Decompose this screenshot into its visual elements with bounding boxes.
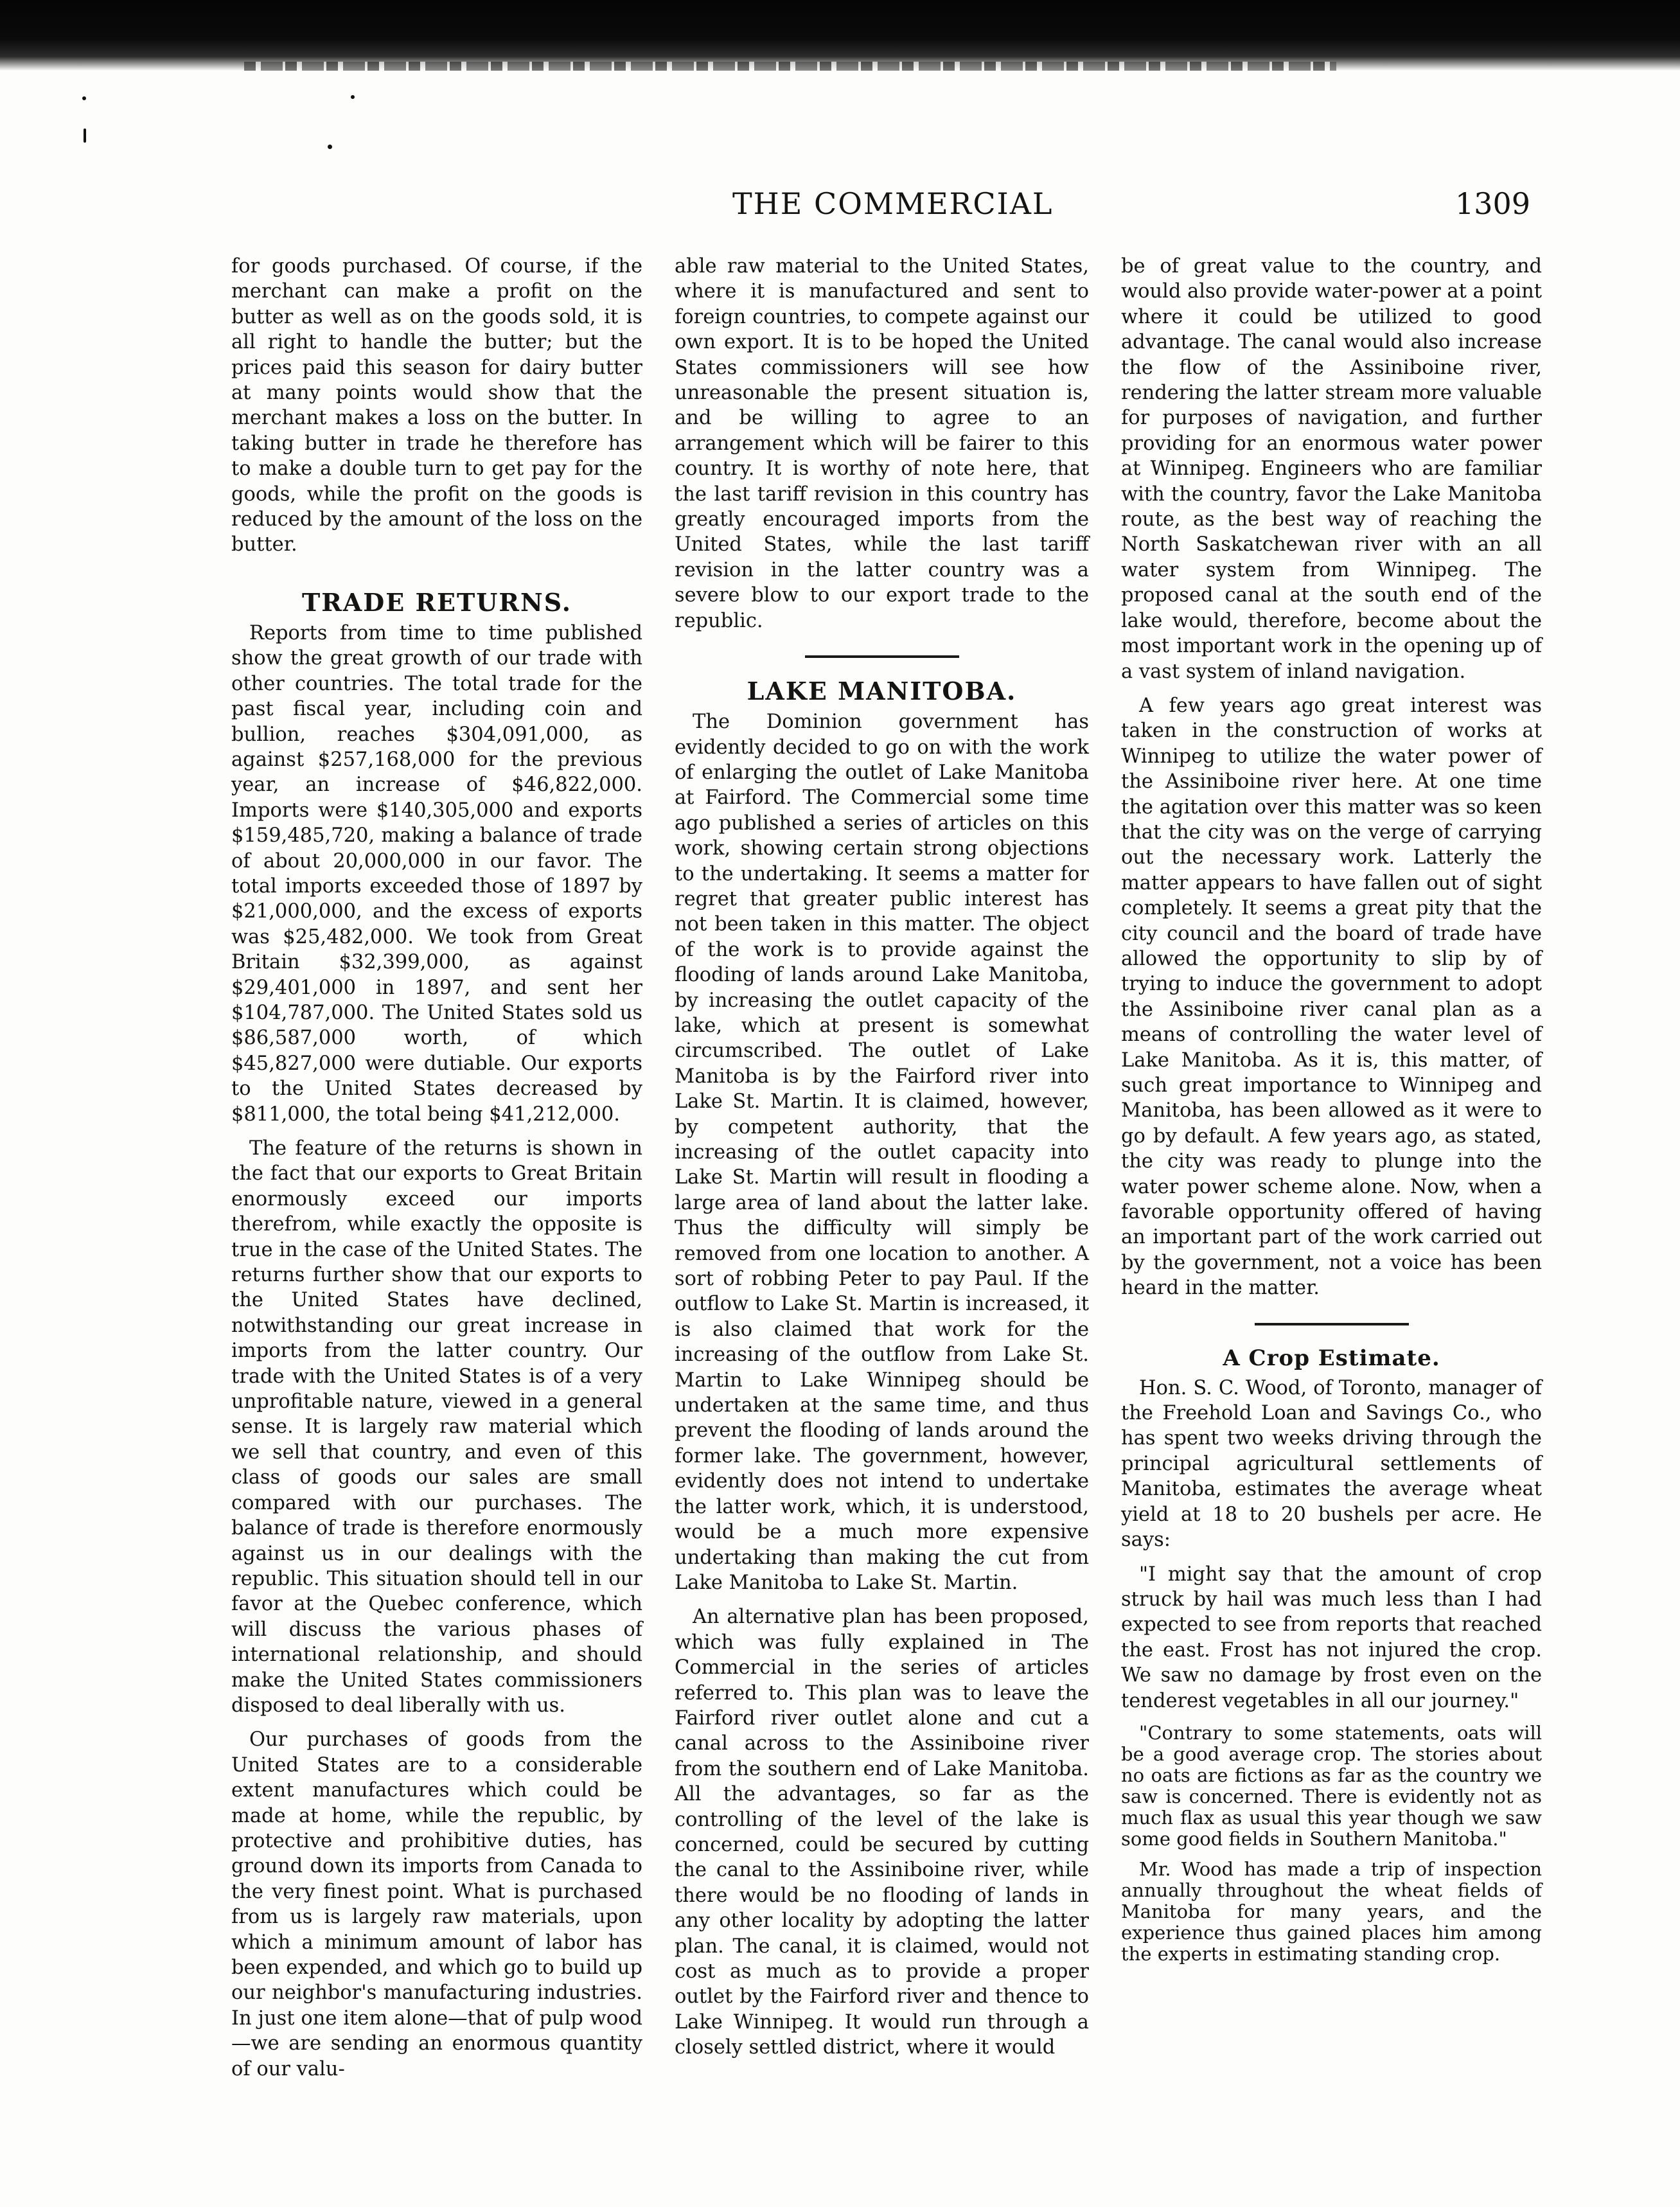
running-title: THE COMMERCIAL — [732, 186, 1054, 221]
section-divider — [1255, 1323, 1409, 1325]
paragraph: for goods purchased. Of course, if the merchant can make a profit on the butter as well as on the goods sold, it is all right to handle the butter; but the prices paid this season for dairy butter at many points would show that the merchant makes a loss on the butter. In taking butter in trade he therefore has to make a double turn to get pay for the goods, while the profit on the goods is reduced by the amount of the loss on the butter. — [231, 255, 642, 556]
paragraph: Reports from time to time published show the great growth of our trade with other countries. The total trade for the past fiscal year, including coin and bullion, reaches $304,091,000, as against $257,168,000 for the previous year, an increase of $46,822,000. Imports were $140,305,000 and exports $159,485,720, making a balance of trade of about 20,000,000 in our favor. The total imports exceeded those of 1897 by $21,000,000, and the excess of exports was $25,482,000. We took from Great Britain $32,399,000, as against $29,401,000 in 1897, and sent her $104,787,000. The United States sold us $86,587,000 worth, of which $45,827,000 were dutiable. Our exports to the United States decreased by $811,000, the total being $41,212,000. — [231, 621, 642, 1126]
paragraph: Our purchases of goods from the United States are to a considerable extent manufactures which could be made at home, while the republic, by protective and prohibitive duties, has ground down its imports from Canada to the very finest point. What is purchased from us is largely raw materials, upon which a minimum amount of labor has been expended, and which go to build up our neighbor's manufacturing industries. In just one item alone—that of pulp wood—we are sending an enormous quantity of our valu- — [231, 1728, 642, 2080]
paragraph: Mr. Wood has made a trip of inspection annually throughout the wheat fields of Manitoba for many years, and the experience thus gained places him among the experts in estimating standing crop. — [1121, 1857, 1542, 1965]
paragraph: Hon. S. C. Wood, of Toronto, manager of the Freehold Loan and Savings Co., who has spent two weeks driving through the principal agricultural settlements of Manitoba, estimates the average wheat yield at 18 to 20 bushels per acre. He says: — [1121, 1376, 1542, 1552]
scan-speck — [351, 95, 355, 99]
paragraph: The Dominion government has evidently decided to go on with the work of enlarging the outlet of Lake Manitoba at Fairford. The Commercial some time ago published a series of articles on this work, showing certain strong objections to the undertaking. It seems a matter for regret that greater public interest has not been taken in this matter. The object of the work is to provide against the flooding of lands around Lake Manitoba, by increasing the outlet capacity of the lake, which at present is somewhat circumscribed. The outlet of Lake Manitoba is by the Fairford river into Lake St. Martin. It is claimed, however, by competent authority, that the increasing of the outlet capacity into Lake St. Martin will result in flooding a large area of land about the latter lake. Thus the difficulty will simply be removed from one location to another. A sort of robbing Peter to pay Paul. If the outflow to Lake St. Martin is increased, it is also claimed that work for the increasing of the outflow from Lake St. Martin to Lake Winnipeg should be undertaken at the same time, and thus prevent the flooding of lands around the former lake. The government, however, evidently does not intend to undertake the latter work, which, it is understood, would be a much more expensive undertaking than making the cut from Lake Manitoba to Lake St. Martin. — [675, 711, 1089, 1594]
scan-speck — [84, 129, 86, 143]
page-header — [0, 186, 1680, 225]
scan-speck — [82, 96, 86, 100]
section-divider — [805, 655, 959, 658]
article-heading: TRADE RETURNS. — [301, 587, 572, 617]
page-number: 1309 — [1455, 186, 1531, 221]
paragraph: be of great value to the country, and would also provide water-power at a point where it could be utilized to good advantage. The canal would also increase the flow of the Assiniboine river, rendering the latter stream more valuable for purposes of navigation, and further providing for an enormous water power at Winnipeg. Engineers who are familiar with the country, favor the Lake Manitoba route, as the best way of reaching the North Saskatchewan river with an all water system from Winnipeg. The proposed canal at the south end of the lake would, therefore, become about the most important work in the opening up of a vast system of inland navigation. — [1121, 255, 1542, 683]
scan-speck — [328, 145, 332, 149]
column-3 — [1121, 254, 1542, 1974]
article-heading: LAKE MANITOBA. — [747, 677, 1017, 706]
paragraph: The feature of the returns is shown in the fact that our exports to Great Britain enormously exceed our imports therefrom, while exactly the opposite is true in the case of the United States. The returns further show that our exports to the United States have declined, notwithstanding our great increase in imports from the latter country. Our trade with the United States is of a very unprofitable nature, viewed in a general sense. It is largely raw material which we sell that country, and even of this class of goods our sales are small compared with our purchases. The balance of trade is therefore enormously against us in our dealings with the republic. This situation should tell in our favor at the Quebec conference, which will discuss the various phases of international relationship, and should make the United States commissioners disposed to deal liberally with us. — [231, 1137, 642, 1717]
paragraph: An alternative plan has been proposed, which was fully explained in The Commercial in the series of articles referred to. This plan was to leave the Fairford river outlet alone and cut a canal across to the Assiniboine river from the southern end of Lake Manitoba. All the advantages, so far as the controlling of the level of the lake is concerned, could be secured by cutting the canal to the Assiniboine river, while there would be no flooding of lands in any other locality by adopting the latter plan. The canal, it is claimed, would not cost as much as to provide a proper outlet by the Fairford river and thence to Lake Winnipeg. It would run through a closely settled district, where it would — [675, 1606, 1089, 2059]
paragraph: "Contrary to some statements, oats will be a good average crop. The stories about no oats are fictions as far as the country we saw is concerned. There is evidently not as much flax as usual this year though we saw some good fields in Southern Manitoba." — [1121, 1721, 1542, 1850]
article-heading: A Crop Estimate. — [1223, 1345, 1440, 1371]
column-2 — [675, 254, 1089, 2070]
paragraph: able raw material to the United States, where it is manufactured and sent to foreign countries, to compete against our own export. It is to be hoped the United States commissioners will see how unreasonable the present situation is, and be willing to agree to an arrangement which will be fairer to this country. It is worthy of note here, that the last tariff revision in this country has greatly encouraged imports from the United States, while the last tariff revision in the latter country was a severe blow to our export trade to the republic. — [675, 255, 1089, 632]
scan-border — [0, 0, 1680, 71]
column-1 — [231, 254, 642, 2091]
paragraph: "I might say that the amount of crop struck by hail was much less than I had expected to see from reports that reached the east. Frost has not injured the crop. We saw no damage by frost even on the tenderest vegetables in all our journey." — [1121, 1563, 1542, 1712]
paragraph: A few years ago great interest was taken in the construction of works at Winnipeg to utilize the water power of the Assiniboine river here. At one time the agitation over this matter was so keen that the city was on the verge of carrying out the necessary work. Latterly the matter appears to have fallen out of sight completely. It seems a great pity that the city council and the board of trade have allowed the opportunity to slip by of trying to induce the government to adopt the Assiniboine river canal plan as a means of controlling the water level of Lake Manitoba. As it is, this matter, of such great importance to Winnipeg and Manitoba, has been allowed as it were to go by default. A few years ago, as stated, the city was ready to plunge into the water power scheme alone. Now, when a favorable opportunity offered of having an important part of the work carried out by the government, not a voice has been heard in the matter. — [1121, 694, 1542, 1300]
